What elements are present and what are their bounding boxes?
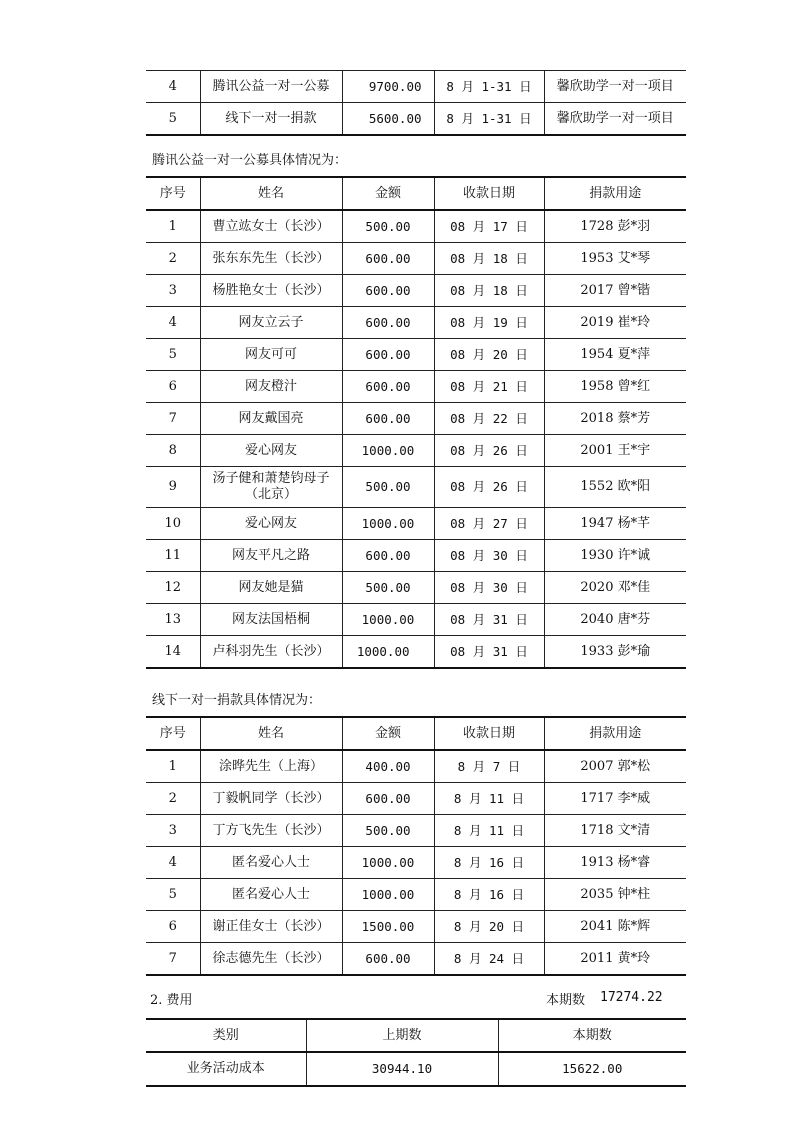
cell-date: 08 月 31 日 [434, 636, 544, 669]
cell-amount: 1000.00 [342, 604, 434, 636]
cell-purpose: 1930 许*诚 [544, 540, 686, 572]
cell-name: 杨胜艳女士（长沙） [200, 275, 342, 307]
table-row [146, 604, 686, 636]
cell-name: 线下一对一捐款 [200, 103, 342, 136]
cell-amount: 500.00 [342, 467, 434, 508]
cell-name: 网友橙汁 [200, 371, 342, 403]
table-row [146, 403, 686, 435]
cell-date: 08 月 26 日 [434, 467, 544, 508]
cell-name: 网友可可 [200, 339, 342, 371]
cell-amount: 600.00 [342, 243, 434, 275]
cell-purpose: 2020 邓*佳 [544, 572, 686, 604]
cell-amount: 600.00 [342, 403, 434, 435]
header-amount: 金额 [342, 177, 434, 210]
cell-amount: 1500.00 [342, 911, 434, 943]
cell-amount: 500.00 [342, 572, 434, 604]
cell-no: 13 [146, 604, 200, 636]
header-name: 姓名 [200, 717, 342, 750]
cell-prev: 30944.10 [306, 1052, 498, 1086]
cell-date: 8 月 1-31 日 [434, 103, 544, 136]
header-purpose: 捐款用途 [544, 717, 686, 750]
cell-date: 8 月 20 日 [434, 911, 544, 943]
cell-purpose: 馨欣助学一对一项目 [544, 103, 686, 136]
cell-name: 谢正佳女士（长沙） [200, 911, 342, 943]
cell-no: 14 [146, 636, 200, 669]
cell-no: 2 [146, 243, 200, 275]
cell-no: 8 [146, 435, 200, 467]
table-row [146, 243, 686, 275]
cell-name: 匿名爱心人士 [200, 879, 342, 911]
cell-purpose: 2007 郭*松 [544, 750, 686, 783]
cell-no: 1 [146, 750, 200, 783]
expense-current-label: 本期数 [546, 993, 586, 1008]
cell-amount: 1000.00 [342, 847, 434, 879]
cell-purpose: 2001 王*宇 [544, 435, 686, 467]
cell-no: 1 [146, 210, 200, 243]
cell-date: 8 月 11 日 [434, 815, 544, 847]
header-amount: 金额 [342, 717, 434, 750]
cell-date: 08 月 21 日 [434, 371, 544, 403]
cell-no: 3 [146, 275, 200, 307]
cell-amount: 600.00 [342, 371, 434, 403]
cell-name: 网友立云子 [200, 307, 342, 339]
cell-amount: 600.00 [342, 943, 434, 976]
cell-name: 爱心网友 [200, 435, 342, 467]
cell-no: 2 [146, 783, 200, 815]
cell-amount: 1000.00 [342, 508, 434, 540]
table-row [146, 911, 686, 943]
header-name: 姓名 [200, 177, 342, 210]
cell-no: 12 [146, 572, 200, 604]
offline-donation-table [146, 716, 686, 976]
expense-heading: 2. 费用 [150, 993, 193, 1008]
cell-purpose: 1953 艾*琴 [544, 243, 686, 275]
cell-amount: 1000.00 [342, 435, 434, 467]
cell-date: 8 月 1-31 日 [434, 71, 544, 103]
cell-date: 08 月 18 日 [434, 275, 544, 307]
cell-purpose: 2041 陈*辉 [544, 911, 686, 943]
expense-current-value: 17274.22 [600, 990, 663, 1005]
cell-date: 08 月 31 日 [434, 604, 544, 636]
cell-date: 08 月 22 日 [434, 403, 544, 435]
tencent-donation-table [146, 176, 686, 669]
cell-purpose: 2040 唐*芬 [544, 604, 686, 636]
cell-no: 11 [146, 540, 200, 572]
cell-no: 4 [146, 307, 200, 339]
table-row [146, 540, 686, 572]
cell-amount: 600.00 [342, 307, 434, 339]
cell-purpose: 1718 文*清 [544, 815, 686, 847]
cell-purpose: 1717 李*威 [544, 783, 686, 815]
cell-no: 6 [146, 911, 200, 943]
cell-no: 5 [146, 879, 200, 911]
table-row [146, 435, 686, 467]
cell-name: 丁方飞先生（长沙） [200, 815, 342, 847]
cell-no: 9 [146, 467, 200, 508]
cell-purpose: 1954 夏*萍 [544, 339, 686, 371]
table-row [146, 371, 686, 403]
cell-purpose: 1913 杨*睿 [544, 847, 686, 879]
table-row [146, 815, 686, 847]
cell-date: 8 月 11 日 [434, 783, 544, 815]
cell-date: 08 月 17 日 [434, 210, 544, 243]
table-row [146, 572, 686, 604]
table-row [146, 103, 686, 136]
cell-name: 网友法国梧桐 [200, 604, 342, 636]
table-header-row [146, 177, 686, 210]
project-summary-table [146, 70, 686, 136]
cell-name: 腾讯公益一对一公募 [200, 71, 342, 103]
header-no: 序号 [146, 177, 200, 210]
cell-amount: 500.00 [342, 210, 434, 243]
cell-name: 爱心网友 [200, 508, 342, 540]
cell-date: 8 月 7 日 [434, 750, 544, 783]
tencent-caption: 腾讯公益一对一公募具体情况为： [152, 153, 348, 168]
cell-no: 6 [146, 371, 200, 403]
cell-date: 08 月 30 日 [434, 572, 544, 604]
header-curr: 本期数 [498, 1019, 686, 1052]
header-prev: 上期数 [306, 1019, 498, 1052]
cell-category: 业务活动成本 [146, 1052, 306, 1086]
table-row [146, 210, 686, 243]
cell-name: 网友她是猫 [200, 572, 342, 604]
header-purpose: 捐款用途 [544, 177, 686, 210]
cell-amount: 600.00 [342, 783, 434, 815]
table-row [146, 275, 686, 307]
cell-no: 10 [146, 508, 200, 540]
cell-no: 5 [146, 339, 200, 371]
cell-date: 8 月 24 日 [434, 943, 544, 976]
cell-amount: 1000.00 [342, 636, 434, 669]
cell-purpose: 1947 杨*芊 [544, 508, 686, 540]
cell-no: 5 [146, 103, 200, 136]
expense-table [146, 1018, 686, 1087]
cell-name: 徐志德先生（长沙） [200, 943, 342, 976]
cell-name: 网友平凡之路 [200, 540, 342, 572]
cell-amount: 600.00 [342, 339, 434, 371]
cell-name-line1: 汤子健和萧楚钧母子 [212, 471, 330, 486]
table-row [146, 508, 686, 540]
table-row [146, 879, 686, 911]
cell-name [200, 467, 342, 508]
cell-purpose: 2035 钟*柱 [544, 879, 686, 911]
cell-name-line2: （北京） [244, 487, 297, 502]
cell-date: 08 月 30 日 [434, 540, 544, 572]
cell-date: 8 月 16 日 [434, 847, 544, 879]
cell-date: 08 月 27 日 [434, 508, 544, 540]
cell-date: 08 月 26 日 [434, 435, 544, 467]
cell-name: 张东东先生（长沙） [200, 243, 342, 275]
cell-amount: 500.00 [342, 815, 434, 847]
cell-no: 3 [146, 815, 200, 847]
cell-no: 7 [146, 943, 200, 976]
cell-no: 7 [146, 403, 200, 435]
cell-purpose: 馨欣助学一对一项目 [544, 71, 686, 103]
cell-no: 4 [146, 847, 200, 879]
table-row [146, 943, 686, 976]
cell-amount: 1000.00 [342, 879, 434, 911]
cell-purpose: 1933 彭*瑜 [544, 636, 686, 669]
table-row [146, 750, 686, 783]
cell-no: 4 [146, 71, 200, 103]
cell-amount: 600.00 [342, 540, 434, 572]
cell-purpose: 1552 欧*阳 [544, 467, 686, 508]
table-row [146, 339, 686, 371]
cell-date: 08 月 18 日 [434, 243, 544, 275]
cell-amount: 400.00 [342, 750, 434, 783]
header-no: 序号 [146, 717, 200, 750]
table-row [146, 467, 686, 508]
cell-amount: 5600.00 [342, 103, 434, 136]
cell-curr: 15622.00 [498, 1052, 686, 1086]
header-category: 类别 [146, 1019, 306, 1052]
cell-purpose: 2018 蔡*芳 [544, 403, 686, 435]
cell-name: 曹立竑女士（长沙） [200, 210, 342, 243]
table-row [146, 1052, 686, 1086]
cell-name: 匿名爱心人士 [200, 847, 342, 879]
cell-name: 卢科羽先生（长沙） [200, 636, 342, 669]
cell-purpose: 1728 彭*羽 [544, 210, 686, 243]
table-row [146, 783, 686, 815]
cell-date: 8 月 16 日 [434, 879, 544, 911]
cell-amount: 9700.00 [342, 71, 434, 103]
cell-purpose: 2011 黄*玲 [544, 943, 686, 976]
cell-name: 涂晔先生（上海） [200, 750, 342, 783]
table-row [146, 847, 686, 879]
cell-amount: 600.00 [342, 275, 434, 307]
table-row [146, 307, 686, 339]
table-header-row [146, 1019, 686, 1052]
cell-purpose: 2019 崔*玲 [544, 307, 686, 339]
table-row [146, 636, 686, 669]
cell-name: 丁毅帆同学（长沙） [200, 783, 342, 815]
cell-name: 网友戴国亮 [200, 403, 342, 435]
cell-date: 08 月 20 日 [434, 339, 544, 371]
cell-purpose: 2017 曾*锴 [544, 275, 686, 307]
cell-purpose: 1958 曾*红 [544, 371, 686, 403]
header-date: 收款日期 [434, 717, 544, 750]
table-row [146, 71, 686, 103]
cell-date: 08 月 19 日 [434, 307, 544, 339]
header-date: 收款日期 [434, 177, 544, 210]
table-header-row [146, 717, 686, 750]
offline-caption: 线下一对一捐款具体情况为： [152, 693, 322, 708]
